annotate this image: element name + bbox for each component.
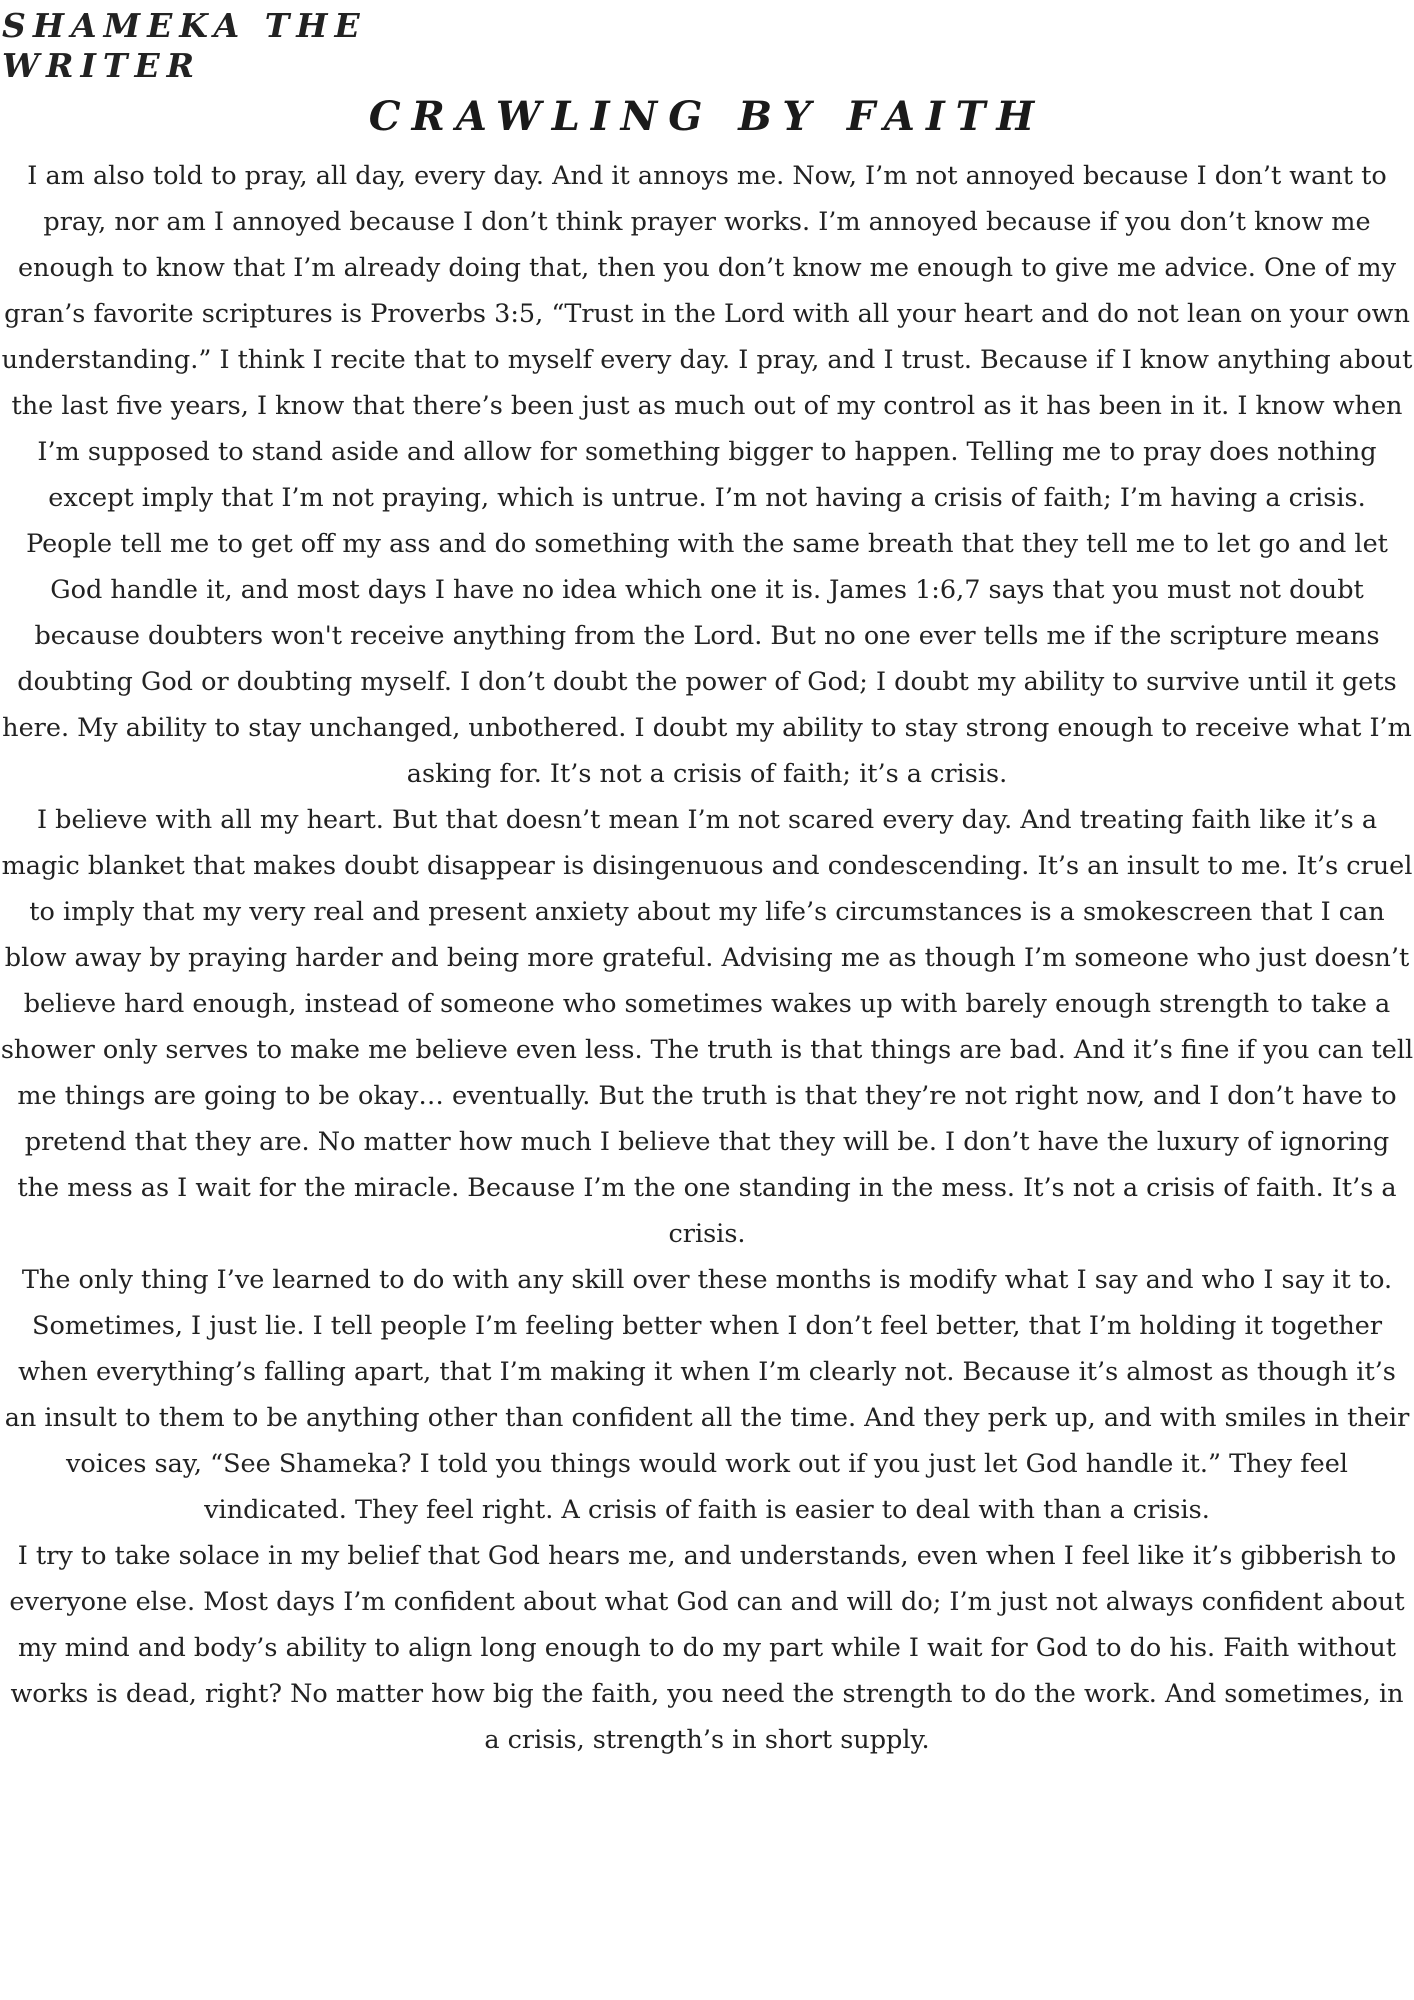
page-title: CRAWLING BY FAITH: [368, 93, 1046, 140]
paragraph-1: I am also told to pray, all day, every day. And it annoys me. Now, I’m not annoyed because I don’t want to pray, nor am I annoyed because I don’t think prayer works. I’m annoyed because if you don’t know me enough to know that I’m already doing that, then you don’t know me enough to give me advice. One of my gran’s favorite scriptures is Proverbs 3:5, “Trust in the Lord with all your heart and do not lean on your own understanding.” I think I recite that to myself every day. I pray, and I trust. Because if I know anything about the last five years, I know that there’s been just as much out of my control as it has been in it. I know when I’m supposed to stand aside and allow for something bigger to happen. Telling me to pray does nothing except imply that I’m not praying, which is untrue. I’m not having a crisis of faith; I’m having a crisis.: [1, 161, 1413, 513]
paragraph-5: I try to take solace in my belief that God hears me, and understands, even when I feel like it’s gibberish to everyone else. Most days I’m confident about what God can and will do; I’m just not always confident about my mind and body’s ability to align long enough to do my part while I wait for God to do his. Faith without works is dead, right? No matter how big the faith, you need the strength to do the work. And sometimes, in a crisis, strength’s in short supply.: [9, 1541, 1405, 1755]
paragraph-3: I believe with all my heart. But that doesn’t mean I’m not scared every day. And treating faith like it’s a magic blanket that makes doubt disappear is disingenuous and condescending. It’s an insult to me. It’s cruel to imply that my very real and present anxiety about my life’s circumstances is a smokescreen that I can blow away by praying harder and being more grateful. Advising me as though I’m someone who just doesn’t believe hard enough, instead of someone who sometimes wakes up with barely enough strength to take a shower only serves to make me believe even less. The truth is that things are bad. And it’s fine if you can tell me things are going to be okay… eventually. But the truth is that they’re not right now, and I don’t have to pretend that they are. No matter how much I believe that they will be. I don’t have the luxury of ignoring the mess as I wait for the miracle. Because I’m the one standing in the mess. It’s not a crisis of faith. It’s a crisis.: [0, 805, 1414, 1249]
author-name: [2, 6, 402, 86]
author-line-1: SHAMEKA THE: [2, 6, 367, 45]
paragraph-4: The only thing I’ve learned to do with any skill over these months is modify what I say and who I say it to. Sometimes, I just lie. I tell people I’m feeling better when I don’t feel better, that I’m holding it together when everything’s falling apart, that I’m making it when I’m clearly not. Because it’s almost as though it’s an insult to them to be anything other than confident all the time. And they perk up, and with smiles in their voices say, “See Shameka? I told you things would work out if you just let God handle it.” They feel vindicated. They feel right. A crisis of faith is easier to deal with than a crisis.: [4, 1265, 1410, 1525]
author-line-2: WRITER: [2, 46, 202, 85]
paragraph-2: People tell me to get off my ass and do something with the same breath that they tell me to let go and let God handle it, and most days I have no idea which one it is. James 1:6,7 says that you must not doubt because doubters won't receive anything from the Lord. But no one ever tells me if the scripture means doubting God or doubting myself. I don’t doubt the power of God; I doubt my ability to survive until it gets here. My ability to stay unchanged, unbothered. I doubt my ability to stay strong enough to receive what I’m asking for. It’s not a crisis of faith; it’s a crisis.: [2, 529, 1412, 789]
article-body: [0, 153, 1414, 1763]
